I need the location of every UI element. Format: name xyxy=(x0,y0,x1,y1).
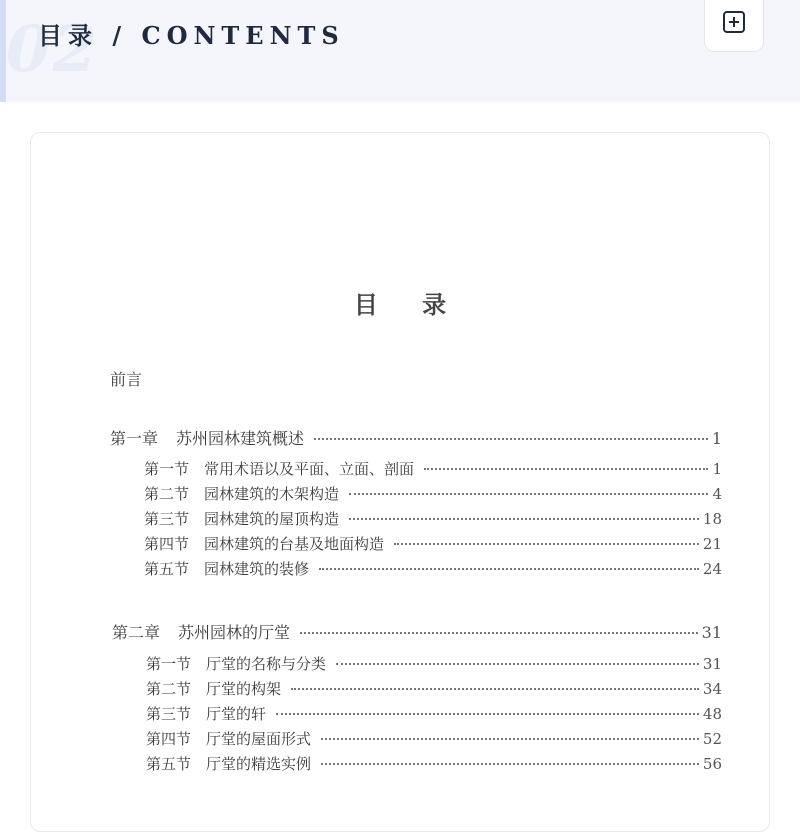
toc-page-number: 1 xyxy=(712,460,722,478)
toc-page-number: 21 xyxy=(702,535,722,553)
toc-chapter-label: 第一章 xyxy=(110,429,159,448)
toc-section-label: 第三节 xyxy=(146,705,192,723)
toc-page-number: 31 xyxy=(701,623,722,642)
toc-section-title: 厅堂的屋面形式 xyxy=(206,730,312,748)
toc-section-label: 第五节 xyxy=(146,755,192,773)
toc-page-number: 4 xyxy=(712,485,722,503)
toc-section-label: 第五节 xyxy=(144,560,190,578)
add-button[interactable] xyxy=(704,0,764,52)
toc-section-title: 厅堂的精选实例 xyxy=(206,755,312,773)
toc-chapter-label: 第二章 xyxy=(112,623,161,642)
section-title: 目录 / CONTENTS xyxy=(38,21,345,50)
toc-page-number: 31 xyxy=(702,655,722,673)
toc-page-number: 24 xyxy=(702,560,722,578)
toc-page-number: 48 xyxy=(702,705,722,723)
toc-section-label: 第一节 xyxy=(146,655,192,673)
toc-page-number: 1 xyxy=(711,429,722,448)
document-title: 目 录 xyxy=(353,291,465,319)
toc-page-number: 52 xyxy=(702,730,722,748)
toc-chapter-title: 苏州园林的厅堂 xyxy=(178,623,291,642)
toc-page-number: 56 xyxy=(702,755,722,773)
toc-chapter-title: 苏州园林建筑概述 xyxy=(176,429,305,448)
toc-section-title: 园林建筑的台基及地面构造 xyxy=(204,535,385,553)
section-number-watermark: 02 xyxy=(6,12,100,87)
toc-section-label: 第二节 xyxy=(146,680,192,698)
preface-entry: 前言 xyxy=(110,370,143,389)
toc-section-label: 第四节 xyxy=(144,535,190,553)
toc-page-number: 18 xyxy=(702,510,722,528)
toc-section-title: 园林建筑的木架构造 xyxy=(204,485,340,503)
toc-section-title: 厅堂的轩 xyxy=(206,705,267,723)
toc-section-title: 园林建筑的屋顶构造 xyxy=(204,510,340,528)
toc-section-title: 园林建筑的装修 xyxy=(204,560,310,578)
plus-square-icon xyxy=(721,9,747,35)
toc-section-label: 第三节 xyxy=(144,510,190,528)
toc-section-label: 第一节 xyxy=(144,460,190,478)
toc-section-label: 第四节 xyxy=(146,730,192,748)
toc-page-number: 34 xyxy=(702,680,722,698)
toc-section-label: 第二节 xyxy=(144,485,190,503)
toc-section-title: 厅堂的构架 xyxy=(206,680,282,698)
page-header xyxy=(0,0,800,102)
toc-section-title: 厅堂的名称与分类 xyxy=(206,655,327,673)
toc-section-title: 常用术语以及平面、立面、剖面 xyxy=(204,460,415,478)
document-card xyxy=(30,132,770,832)
